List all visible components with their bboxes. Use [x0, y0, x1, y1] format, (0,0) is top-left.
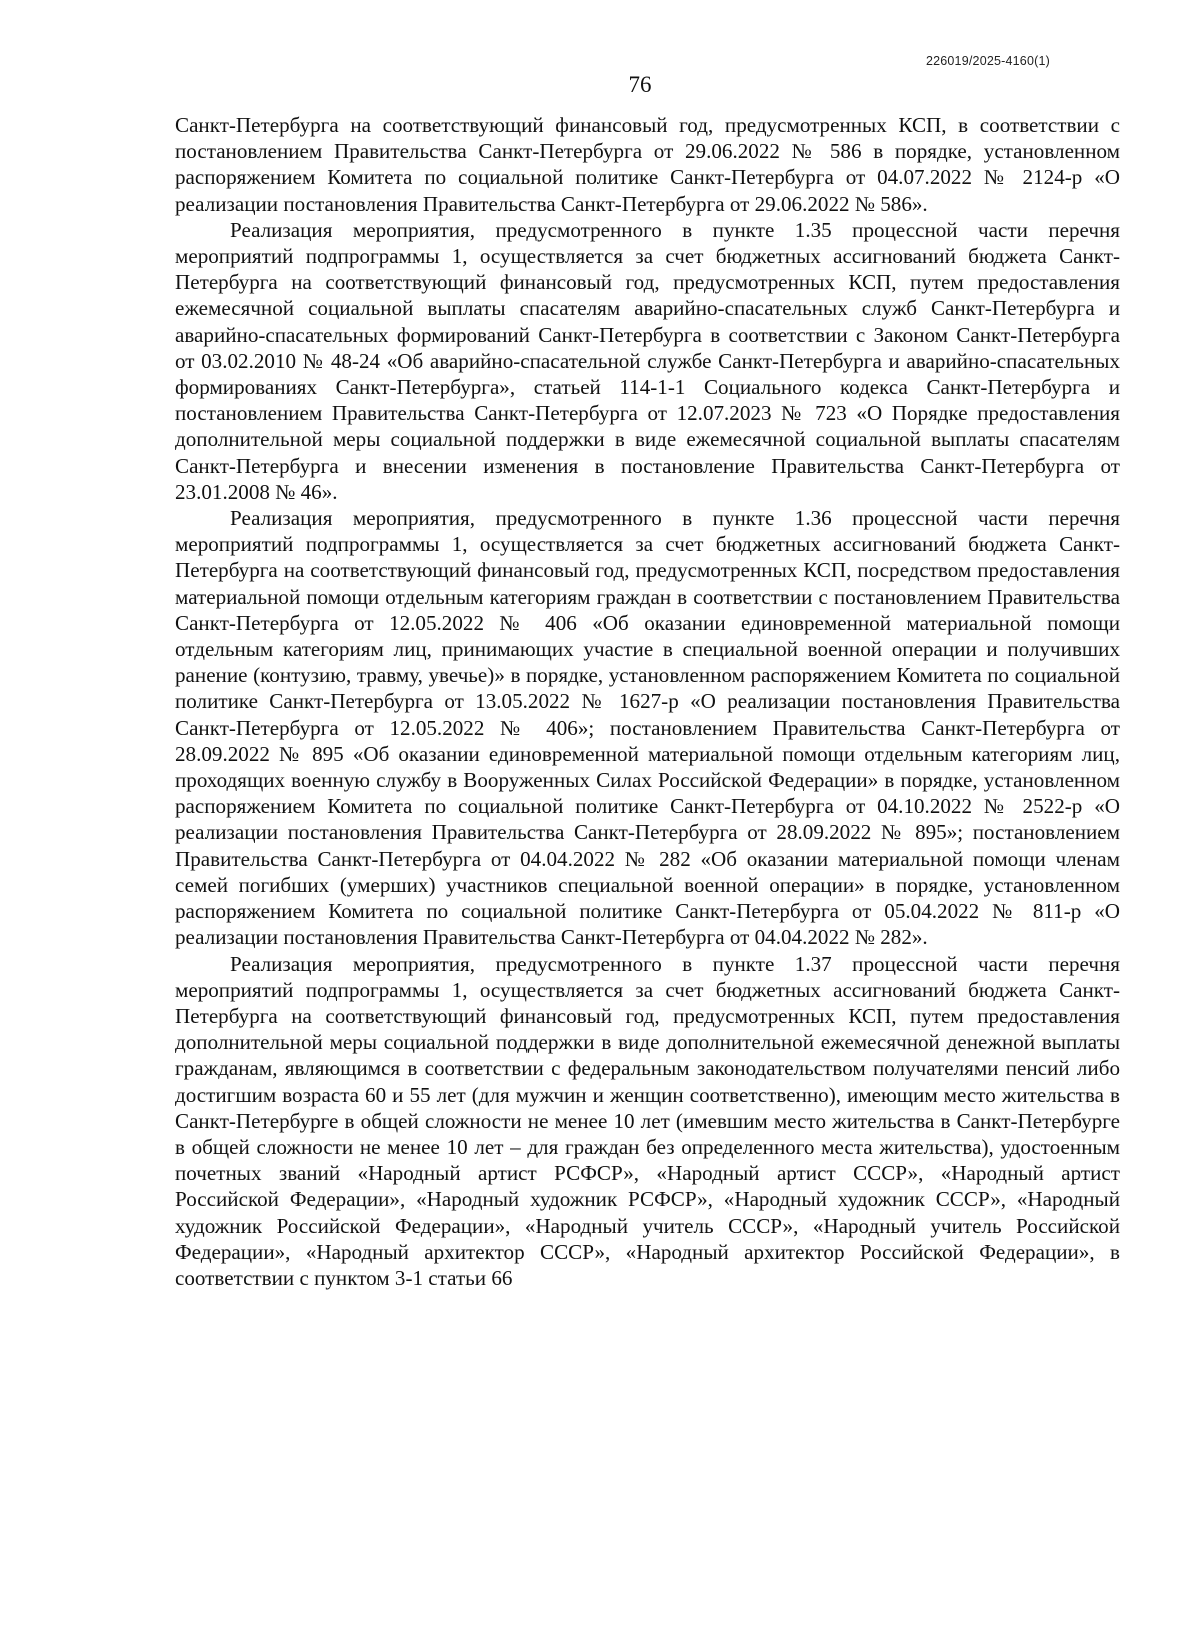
- paragraph-item-1-36: Реализация мероприятия, предусмотренного в пункте 1.36 процессной части перечня мероприятий подпрограммы 1, осуществляется за счет бюджетных ассигнований бюджета Санкт-Петербурга на соответствующий финансовый год, предусмотренных КСП, посредством предоставления материальной помощи отдельным категориям граждан в соответствии с постановлением Правительства Санкт-Петербурга от 12.05.2022 № 406 «Об оказании единовременной материальной помощи отдельным категориям лиц, принимающих участие в специальной военной операции и получивших ранение (контузию, травму, увечье)» в порядке, установленном распоряжением Комитета по социальной политике Санкт-Петербурга от 13.05.2022 № 1627-р «О реализации постановления Правительства Санкт-Петербурга от 12.05.2022 № 406»; постановлением Правительства Санкт-Петербурга от 28.09.2022 № 895 «Об оказании единовременной материальной помощи отдельным категориям лиц, проходящих военную службу в Вооруженных Силах Российской Федерации» в порядке, установленном распоряжением Комитета по социальной политике Санкт-Петербурга от 04.10.2022 № 2522-р «О реализации постановления Правительства Санкт-Петербурга от 28.09.2022 № 895»; постановлением Правительства Санкт-Петербурга от 04.04.2022 № 282 «Об оказании материальной помощи членам семей погибших (умерших) участников специальной военной операции» в порядке, установленном распоряжением Комитета по социальной политике Санкт-Петербурга от 05.04.2022 № 811-р «О реализации постановления Правительства Санкт-Петербурга от 04.04.2022 № 282».: [175, 506, 1120, 950]
- paragraph-item-1-37: Реализация мероприятия, предусмотренного в пункте 1.37 процессной части перечня мероприятий подпрограммы 1, осуществляется за счет бюджетных ассигнований бюджета Санкт-Петербурга на соответствующий финансовый год, предусмотренных КСП, путем предоставления дополнительной меры социальной поддержки в виде дополнительной ежемесячной денежной выплаты гражданам, являющимся в соответствии с федеральным законодательством получателями пенсий либо достигшим возраста 60 и 55 лет (для мужчин и женщин соответственно), имеющим место жительства в Санкт-Петербурге в общей сложности не менее 10 лет (имевшим место жительства в Санкт-Петербурге в общей сложности не менее 10 лет – для граждан без определенного места жительства), удостоенным почетных званий «Народный артист РСФСР», «Народный артист СССР», «Народный артист Российской Федерации», «Народный художник РСФСР», «Народный художник СССР», «Народный художник Российской Федерации», «Народный учитель СССР», «Народный учитель Российской Федерации», «Народный архитектор СССР», «Народный архитектор Российской Федерации», в соответствии с пунктом 3-1 статьи 66: [175, 951, 1120, 1290]
- paragraph-item-1-35: Реализация мероприятия, предусмотренного в пункте 1.35 процессной части перечня мероприятий подпрограммы 1, осуществляется за счет бюджетных ассигнований бюджета Санкт-Петербурга на соответствующий финансовый год, предусмотренных КСП, путем предоставления ежемесячной социальной выплаты спасателям аварийно-спасательных служб Санкт-Петербурга и аварийно-спасательных формирований Санкт-Петербурга в соответствии с Законом Санкт-Петербурга от 03.02.2010 № 48-24 «Об аварийно-спасательной службе Санкт-Петербурга и аварийно-спасательных формированиях Санкт-Петербурга», статьей 114-1-1 Социального кодекса Санкт-Петербурга и постановлением Правительства Санкт-Петербурга от 12.07.2023 № 723 «О Порядке предоставления дополнительной меры социальной поддержки в виде ежемесячной социальной выплаты спасателям Санкт-Петербурга и внесении изменения в постановление Правительства Санкт-Петербурга от 23.01.2008 № 46».: [175, 217, 1120, 504]
- document-registration-number: 226019/2025-4160(1): [925, 54, 1050, 68]
- document-body: [175, 112, 1120, 1291]
- page-number: 76: [628, 72, 652, 97]
- paragraph-continuation: Санкт-Петербурга на соответствующий финансовый год, предусмотренных КСП, в соответствии с постановлением Правительства Санкт-Петербурга от 29.06.2022 № 586 в порядке, установленном распоряжением Комитета по социальной политике Санкт-Петербурга от 04.07.2022 № 2124-р «О реализации постановления Правительства Санкт-Петербурга от 29.06.2022 № 586».: [175, 113, 1120, 216]
